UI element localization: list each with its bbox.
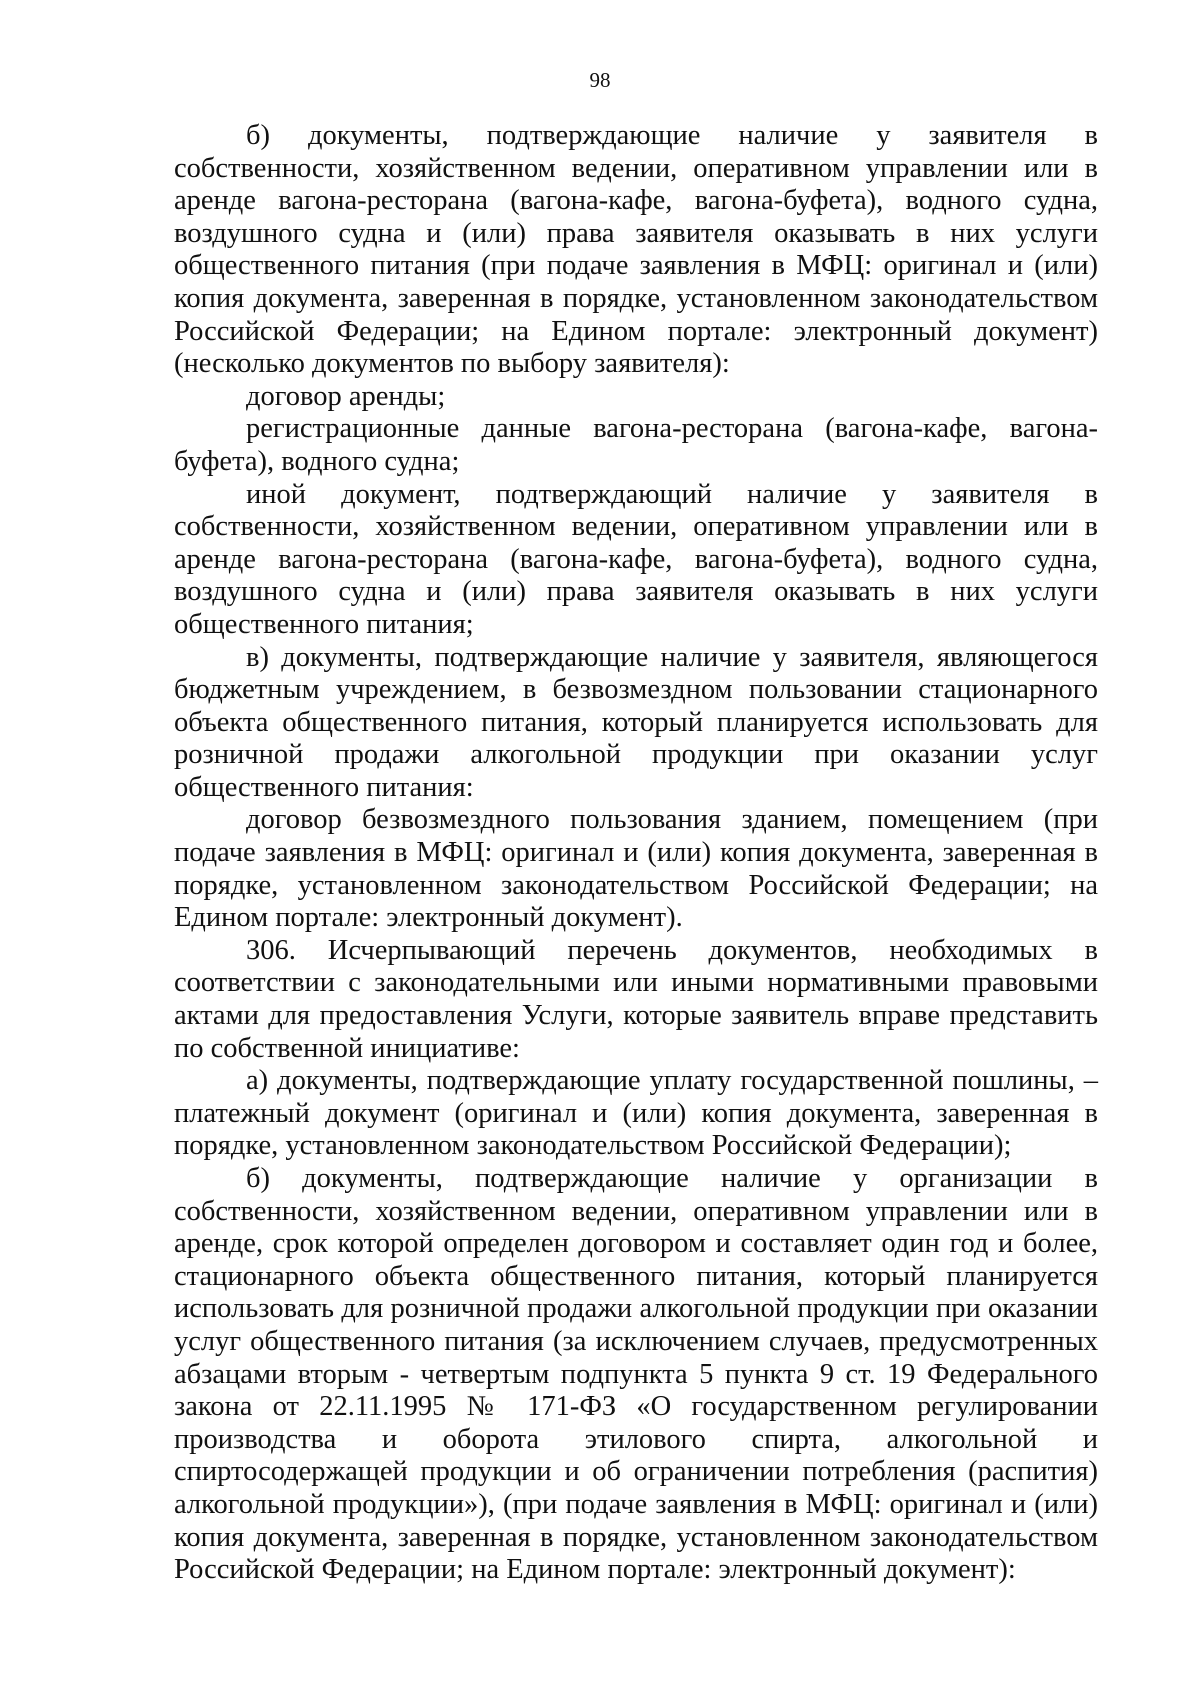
paragraph-b-documents-vehicles: б) документы, подтверждающие наличие у заявителя в собственности, хозяйственном ведении, оперативном управлении или в аренде вагона-ресторана (вагона-кафе, вагона-буфета), водного судна, воздушного судна и (или) права заявителя оказывать в них услуги общественного питания (при подаче заявления в МФЦ: оригинал и (или) копия документа, заверенная в порядке, установленном законодательством Российской Федерации; на Едином портале: электронный документ) (несколько документов по выбору заявителя):: [174, 120, 1098, 380]
paragraph-v-budget-institution: в) документы, подтверждающие наличие у заявителя, являющегося бюджетным учреждением, в безвозмездном пользовании стационарного объекта общественного питания, который планируется использовать для розничной продажи алкогольной продукции при оказании услуг общественного питания:: [174, 641, 1098, 803]
paragraph-lease-agreement: договор аренды;: [246, 380, 446, 412]
paragraph-registration-data: регистрационные данные вагона-ресторана (вагона-кафе, вагона-буфета), водного судна;: [174, 413, 1098, 477]
paragraph-b-organization-ownership: б) документы, подтверждающие наличие у организации в собственности, хозяйственном ведении, оперативном управлении или в аренде, срок которой определен договором и составляет один год и более, стационарного объекта общественного питания, который планируется использовать для розничной продажи алкогольной продукции при оказании услуг общественного питания (за исключением случаев, предусмотренных абзацами вторым - четвертым подпункта 5 пункта 9 ст. 19 Федерального закона от 22.11.1995 № 171-ФЗ «О государственном регулировании производства и оборота этилового спирта, алкогольной и спиртосодержащей продукции и об ограничении потребления (распития) алкогольной продукции»), (при подаче заявления в МФЦ: оригинал и (или) копия документа, заверенная в порядке, установленном законодательством Российской Федерации; на Едином портале: электронный документ):: [174, 1163, 1098, 1586]
page-number: 98: [589, 68, 611, 92]
paragraph-free-use-agreement: договор безвозмездного пользования зданием, помещением (при подаче заявления в МФЦ: оригинал и (или) копия документа, заверенная в порядке, установленном законодательством Российской Федерации; на Едином портале: электронный документ).: [174, 804, 1098, 934]
paragraph-a-state-duty: а) документы, подтверждающие уплату государственной пошлины, – платежный документ (оригинал и (или) копия документа, заверенная в порядке, установленном законодательством Российской Федерации);: [174, 1065, 1098, 1162]
document-body: [174, 120, 1098, 1587]
paragraph-other-document: иной документ, подтверждающий наличие у заявителя в собственности, хозяйственном ведении, оперативном управлении или в аренде вагона-ресторана (вагона-кафе, вагона-буфета), водного судна, воздушного судна и (или) права заявителя оказывать в них услуги общественного питания;: [174, 478, 1098, 640]
paragraph-306-document-list: 306. Исчерпывающий перечень документов, необходимых в соответствии с законодательными или иными нормативными правовыми актами для предоставления Услуги, которые заявитель вправе представить по собственной инициативе:: [174, 934, 1098, 1064]
